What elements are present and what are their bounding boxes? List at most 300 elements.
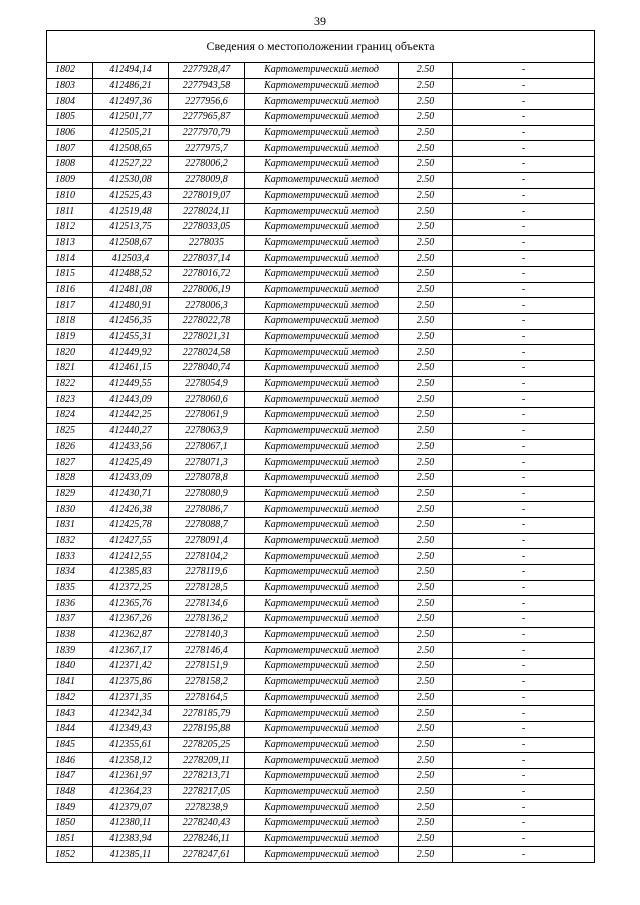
method-cell: Картометрический метод: [245, 125, 399, 141]
y-coordinate-cell: 2278006,19: [169, 282, 245, 298]
y-coordinate-cell: 2278040,74: [169, 361, 245, 377]
table-row: [47, 376, 595, 392]
point-number-cell: 1813: [47, 235, 93, 251]
method-cell: Картометрический метод: [245, 110, 399, 126]
point-number-cell: 1851: [47, 831, 93, 847]
y-coordinate-cell: 2278195,88: [169, 721, 245, 737]
description-cell: -: [453, 831, 595, 847]
y-coordinate-cell: 2278134,6: [169, 596, 245, 612]
table-row: [47, 204, 595, 220]
point-number-cell: 1827: [47, 455, 93, 471]
y-coordinate-cell: 2278205,25: [169, 737, 245, 753]
table-row: [47, 455, 595, 471]
method-cell: Картометрический метод: [245, 345, 399, 361]
point-number-cell: 1847: [47, 768, 93, 784]
y-coordinate-cell: 2278136,2: [169, 612, 245, 628]
method-cell: Картометрический метод: [245, 298, 399, 314]
accuracy-cell: 2.50: [399, 266, 453, 282]
description-cell: -: [453, 392, 595, 408]
accuracy-cell: 2.50: [399, 141, 453, 157]
accuracy-cell: 2.50: [399, 784, 453, 800]
point-number-cell: 1818: [47, 314, 93, 330]
table-row: [47, 235, 595, 251]
accuracy-cell: 2.50: [399, 533, 453, 549]
method-cell: Картометрический метод: [245, 94, 399, 110]
y-coordinate-cell: 2278016,72: [169, 266, 245, 282]
point-number-cell: 1850: [47, 816, 93, 832]
accuracy-cell: 2.50: [399, 486, 453, 502]
y-coordinate-cell: 2278151,9: [169, 659, 245, 675]
description-cell: -: [453, 549, 595, 565]
description-cell: -: [453, 110, 595, 126]
table-row: [47, 172, 595, 188]
x-coordinate-cell: 412362,87: [93, 627, 169, 643]
method-cell: Картометрический метод: [245, 282, 399, 298]
accuracy-cell: 2.50: [399, 831, 453, 847]
description-cell: -: [453, 816, 595, 832]
table-row: [47, 266, 595, 282]
point-number-cell: 1846: [47, 753, 93, 769]
method-cell: Картометрический метод: [245, 533, 399, 549]
point-number-cell: 1804: [47, 94, 93, 110]
description-cell: -: [453, 627, 595, 643]
y-coordinate-cell: 2277965,87: [169, 110, 245, 126]
point-number-cell: 1849: [47, 800, 93, 816]
table-row: [47, 329, 595, 345]
table-row: [47, 721, 595, 737]
accuracy-cell: 2.50: [399, 643, 453, 659]
point-number-cell: 1807: [47, 141, 93, 157]
y-coordinate-cell: 2278140,3: [169, 627, 245, 643]
method-cell: Картометрический метод: [245, 517, 399, 533]
x-coordinate-cell: 412383,94: [93, 831, 169, 847]
table-title: Сведения о местоположении границ объекта: [47, 31, 595, 63]
point-number-cell: 1840: [47, 659, 93, 675]
point-number-cell: 1823: [47, 392, 93, 408]
x-coordinate-cell: 412433,56: [93, 439, 169, 455]
table-row: [47, 565, 595, 581]
description-cell: -: [453, 408, 595, 424]
method-cell: Картометрический метод: [245, 141, 399, 157]
x-coordinate-cell: 412449,92: [93, 345, 169, 361]
point-number-cell: 1831: [47, 517, 93, 533]
y-coordinate-cell: 2278037,14: [169, 251, 245, 267]
x-coordinate-cell: 412425,78: [93, 517, 169, 533]
y-coordinate-cell: 2277943,58: [169, 78, 245, 94]
x-coordinate-cell: 412455,31: [93, 329, 169, 345]
table-row: [47, 94, 595, 110]
y-coordinate-cell: 2278119,6: [169, 565, 245, 581]
point-number-cell: 1825: [47, 423, 93, 439]
y-coordinate-cell: 2278033,05: [169, 219, 245, 235]
y-coordinate-cell: 2278060,6: [169, 392, 245, 408]
accuracy-cell: 2.50: [399, 439, 453, 455]
method-cell: Картометрический метод: [245, 816, 399, 832]
table-row: [47, 847, 595, 863]
point-number-cell: 1829: [47, 486, 93, 502]
x-coordinate-cell: 412385,83: [93, 565, 169, 581]
description-cell: -: [453, 596, 595, 612]
table-row: [47, 423, 595, 439]
x-coordinate-cell: 412371,35: [93, 690, 169, 706]
y-coordinate-cell: 2277970,79: [169, 125, 245, 141]
table-row: [47, 251, 595, 267]
table-title-row: [47, 31, 595, 63]
table-row: [47, 737, 595, 753]
accuracy-cell: 2.50: [399, 345, 453, 361]
description-cell: -: [453, 376, 595, 392]
method-cell: Картометрический метод: [245, 361, 399, 377]
x-coordinate-cell: 412443,09: [93, 392, 169, 408]
table-row: [47, 800, 595, 816]
x-coordinate-cell: 412494,14: [93, 63, 169, 79]
y-coordinate-cell: 2278185,79: [169, 706, 245, 722]
description-cell: -: [453, 690, 595, 706]
description-cell: -: [453, 298, 595, 314]
method-cell: Картометрический метод: [245, 157, 399, 173]
method-cell: Картометрический метод: [245, 486, 399, 502]
method-cell: Картометрический метод: [245, 172, 399, 188]
y-coordinate-cell: 2278024,58: [169, 345, 245, 361]
x-coordinate-cell: 412385,11: [93, 847, 169, 863]
table-row: [47, 643, 595, 659]
point-number-cell: 1803: [47, 78, 93, 94]
y-coordinate-cell: 2278158,2: [169, 674, 245, 690]
description-cell: -: [453, 800, 595, 816]
x-coordinate-cell: 412371,42: [93, 659, 169, 675]
accuracy-cell: 2.50: [399, 690, 453, 706]
description-cell: -: [453, 502, 595, 518]
accuracy-cell: 2.50: [399, 659, 453, 675]
accuracy-cell: 2.50: [399, 314, 453, 330]
y-coordinate-cell: 2278240,43: [169, 816, 245, 832]
point-number-cell: 1836: [47, 596, 93, 612]
table-row: [47, 690, 595, 706]
method-cell: Картометрический метод: [245, 659, 399, 675]
description-cell: -: [453, 266, 595, 282]
method-cell: Картометрический метод: [245, 580, 399, 596]
x-coordinate-cell: 412425,49: [93, 455, 169, 471]
point-number-cell: 1819: [47, 329, 93, 345]
point-number-cell: 1834: [47, 565, 93, 581]
table-row: [47, 816, 595, 832]
description-cell: -: [453, 737, 595, 753]
point-number-cell: 1841: [47, 674, 93, 690]
y-coordinate-cell: 2277928,47: [169, 63, 245, 79]
x-coordinate-cell: 412488,52: [93, 266, 169, 282]
point-number-cell: 1835: [47, 580, 93, 596]
description-cell: -: [453, 63, 595, 79]
accuracy-cell: 2.50: [399, 172, 453, 188]
accuracy-cell: 2.50: [399, 157, 453, 173]
accuracy-cell: 2.50: [399, 94, 453, 110]
method-cell: Картометрический метод: [245, 847, 399, 863]
x-coordinate-cell: 412527,22: [93, 157, 169, 173]
method-cell: Картометрический метод: [245, 674, 399, 690]
method-cell: Картометрический метод: [245, 219, 399, 235]
description-cell: -: [453, 784, 595, 800]
x-coordinate-cell: 412375,86: [93, 674, 169, 690]
table-row: [47, 314, 595, 330]
description-cell: -: [453, 706, 595, 722]
x-coordinate-cell: 412433,09: [93, 470, 169, 486]
x-coordinate-cell: 412342,34: [93, 706, 169, 722]
method-cell: Картометрический метод: [245, 235, 399, 251]
point-number-cell: 1812: [47, 219, 93, 235]
method-cell: Картометрический метод: [245, 690, 399, 706]
table-row: [47, 596, 595, 612]
accuracy-cell: 2.50: [399, 847, 453, 863]
accuracy-cell: 2.50: [399, 329, 453, 345]
point-number-cell: 1839: [47, 643, 93, 659]
accuracy-cell: 2.50: [399, 753, 453, 769]
x-coordinate-cell: 412525,43: [93, 188, 169, 204]
description-cell: -: [453, 172, 595, 188]
x-coordinate-cell: 412530,08: [93, 172, 169, 188]
table-row: [47, 157, 595, 173]
y-coordinate-cell: 2278061,9: [169, 408, 245, 424]
accuracy-cell: 2.50: [399, 125, 453, 141]
table-row: [47, 439, 595, 455]
accuracy-cell: 2.50: [399, 470, 453, 486]
point-number-cell: 1806: [47, 125, 93, 141]
point-number-cell: 1808: [47, 157, 93, 173]
accuracy-cell: 2.50: [399, 423, 453, 439]
x-coordinate-cell: 412486,21: [93, 78, 169, 94]
method-cell: Картометрический метод: [245, 612, 399, 628]
method-cell: Картометрический метод: [245, 706, 399, 722]
method-cell: Картометрический метод: [245, 455, 399, 471]
x-coordinate-cell: 412513,75: [93, 219, 169, 235]
point-number-cell: 1815: [47, 266, 93, 282]
table-row: [47, 470, 595, 486]
method-cell: Картометрический метод: [245, 251, 399, 267]
x-coordinate-cell: 412427,55: [93, 533, 169, 549]
table-row: [47, 533, 595, 549]
accuracy-cell: 2.50: [399, 235, 453, 251]
description-cell: -: [453, 721, 595, 737]
x-coordinate-cell: 412358,12: [93, 753, 169, 769]
y-coordinate-cell: 2278128,5: [169, 580, 245, 596]
y-coordinate-cell: 2278035: [169, 235, 245, 251]
accuracy-cell: 2.50: [399, 768, 453, 784]
point-number-cell: 1809: [47, 172, 93, 188]
accuracy-cell: 2.50: [399, 565, 453, 581]
y-coordinate-cell: 2278164,5: [169, 690, 245, 706]
accuracy-cell: 2.50: [399, 517, 453, 533]
method-cell: Картометрический метод: [245, 643, 399, 659]
y-coordinate-cell: 2278146,4: [169, 643, 245, 659]
boundary-coordinates-table: [46, 30, 595, 863]
point-number-cell: 1837: [47, 612, 93, 628]
accuracy-cell: 2.50: [399, 706, 453, 722]
description-cell: -: [453, 470, 595, 486]
x-coordinate-cell: 412367,17: [93, 643, 169, 659]
point-number-cell: 1822: [47, 376, 93, 392]
x-coordinate-cell: 412412,55: [93, 549, 169, 565]
accuracy-cell: 2.50: [399, 188, 453, 204]
accuracy-cell: 2.50: [399, 63, 453, 79]
point-number-cell: 1826: [47, 439, 93, 455]
y-coordinate-cell: 2278021,31: [169, 329, 245, 345]
point-number-cell: 1802: [47, 63, 93, 79]
method-cell: Картометрический метод: [245, 753, 399, 769]
table-row: [47, 831, 595, 847]
x-coordinate-cell: 412481,08: [93, 282, 169, 298]
table-row: [47, 392, 595, 408]
accuracy-cell: 2.50: [399, 596, 453, 612]
description-cell: -: [453, 517, 595, 533]
y-coordinate-cell: 2278006,3: [169, 298, 245, 314]
x-coordinate-cell: 412355,61: [93, 737, 169, 753]
table-row: [47, 408, 595, 424]
point-number-cell: 1805: [47, 110, 93, 126]
y-coordinate-cell: 2278213,71: [169, 768, 245, 784]
y-coordinate-cell: 2278078,8: [169, 470, 245, 486]
method-cell: Картометрический метод: [245, 266, 399, 282]
x-coordinate-cell: 412361,97: [93, 768, 169, 784]
description-cell: -: [453, 659, 595, 675]
table-row: [47, 784, 595, 800]
accuracy-cell: 2.50: [399, 219, 453, 235]
description-cell: -: [453, 204, 595, 220]
table-row: [47, 706, 595, 722]
description-cell: -: [453, 314, 595, 330]
accuracy-cell: 2.50: [399, 204, 453, 220]
description-cell: -: [453, 282, 595, 298]
point-number-cell: 1828: [47, 470, 93, 486]
point-number-cell: 1843: [47, 706, 93, 722]
method-cell: Картометрический метод: [245, 737, 399, 753]
method-cell: Картометрический метод: [245, 423, 399, 439]
point-number-cell: 1820: [47, 345, 93, 361]
description-cell: -: [453, 94, 595, 110]
x-coordinate-cell: 412497,36: [93, 94, 169, 110]
x-coordinate-cell: 412380,11: [93, 816, 169, 832]
table-row: [47, 517, 595, 533]
y-coordinate-cell: 2278086,7: [169, 502, 245, 518]
method-cell: Картометрический метод: [245, 596, 399, 612]
accuracy-cell: 2.50: [399, 627, 453, 643]
x-coordinate-cell: 412365,76: [93, 596, 169, 612]
point-number-cell: 1838: [47, 627, 93, 643]
accuracy-cell: 2.50: [399, 674, 453, 690]
method-cell: Картометрический метод: [245, 784, 399, 800]
y-coordinate-cell: 2278088,7: [169, 517, 245, 533]
y-coordinate-cell: 2278091,4: [169, 533, 245, 549]
accuracy-cell: 2.50: [399, 251, 453, 267]
y-coordinate-cell: 2278063,9: [169, 423, 245, 439]
method-cell: Картометрический метод: [245, 188, 399, 204]
table-row: [47, 768, 595, 784]
description-cell: -: [453, 847, 595, 863]
point-number-cell: 1824: [47, 408, 93, 424]
table-row: [47, 659, 595, 675]
table-row: [47, 141, 595, 157]
description-cell: -: [453, 157, 595, 173]
x-coordinate-cell: 412426,38: [93, 502, 169, 518]
x-coordinate-cell: 412456,35: [93, 314, 169, 330]
description-cell: -: [453, 439, 595, 455]
method-cell: Картометрический метод: [245, 565, 399, 581]
y-coordinate-cell: 2278104,2: [169, 549, 245, 565]
description-cell: -: [453, 612, 595, 628]
method-cell: Картометрический метод: [245, 63, 399, 79]
y-coordinate-cell: 2278246,11: [169, 831, 245, 847]
description-cell: -: [453, 533, 595, 549]
table-row: [47, 282, 595, 298]
point-number-cell: 1842: [47, 690, 93, 706]
description-cell: -: [453, 768, 595, 784]
method-cell: Картометрический метод: [245, 439, 399, 455]
point-number-cell: 1844: [47, 721, 93, 737]
point-number-cell: 1821: [47, 361, 93, 377]
description-cell: -: [453, 580, 595, 596]
x-coordinate-cell: 412372,25: [93, 580, 169, 596]
accuracy-cell: 2.50: [399, 361, 453, 377]
point-number-cell: 1833: [47, 549, 93, 565]
table-row: [47, 753, 595, 769]
y-coordinate-cell: 2278238,9: [169, 800, 245, 816]
description-cell: -: [453, 565, 595, 581]
description-cell: -: [453, 235, 595, 251]
y-coordinate-cell: 2278019,07: [169, 188, 245, 204]
point-number-cell: 1817: [47, 298, 93, 314]
accuracy-cell: 2.50: [399, 78, 453, 94]
table-body: [47, 63, 595, 863]
description-cell: -: [453, 329, 595, 345]
x-coordinate-cell: 412505,21: [93, 125, 169, 141]
table-row: [47, 361, 595, 377]
description-cell: -: [453, 188, 595, 204]
method-cell: Картометрический метод: [245, 204, 399, 220]
accuracy-cell: 2.50: [399, 408, 453, 424]
page-number: 39: [314, 14, 326, 28]
description-cell: -: [453, 251, 595, 267]
x-coordinate-cell: 412503,4: [93, 251, 169, 267]
y-coordinate-cell: 2278071,3: [169, 455, 245, 471]
method-cell: Картометрический метод: [245, 470, 399, 486]
method-cell: Картометрический метод: [245, 502, 399, 518]
x-coordinate-cell: 412461,15: [93, 361, 169, 377]
table-row: [47, 486, 595, 502]
x-coordinate-cell: 412349,43: [93, 721, 169, 737]
method-cell: Картометрический метод: [245, 376, 399, 392]
description-cell: -: [453, 141, 595, 157]
accuracy-cell: 2.50: [399, 392, 453, 408]
table-row: [47, 63, 595, 79]
description-cell: -: [453, 361, 595, 377]
y-coordinate-cell: 2278217,05: [169, 784, 245, 800]
point-number-cell: 1848: [47, 784, 93, 800]
description-cell: -: [453, 78, 595, 94]
y-coordinate-cell: 2278067,1: [169, 439, 245, 455]
description-cell: -: [453, 674, 595, 690]
y-coordinate-cell: 2278009,8: [169, 172, 245, 188]
point-number-cell: 1832: [47, 533, 93, 549]
point-number-cell: 1845: [47, 737, 93, 753]
method-cell: Картометрический метод: [245, 392, 399, 408]
table-row: [47, 549, 595, 565]
accuracy-cell: 2.50: [399, 549, 453, 565]
point-number-cell: 1810: [47, 188, 93, 204]
x-coordinate-cell: 412508,65: [93, 141, 169, 157]
description-cell: -: [453, 455, 595, 471]
method-cell: Картометрический метод: [245, 78, 399, 94]
method-cell: Картометрический метод: [245, 408, 399, 424]
y-coordinate-cell: 2278022,78: [169, 314, 245, 330]
description-cell: -: [453, 753, 595, 769]
